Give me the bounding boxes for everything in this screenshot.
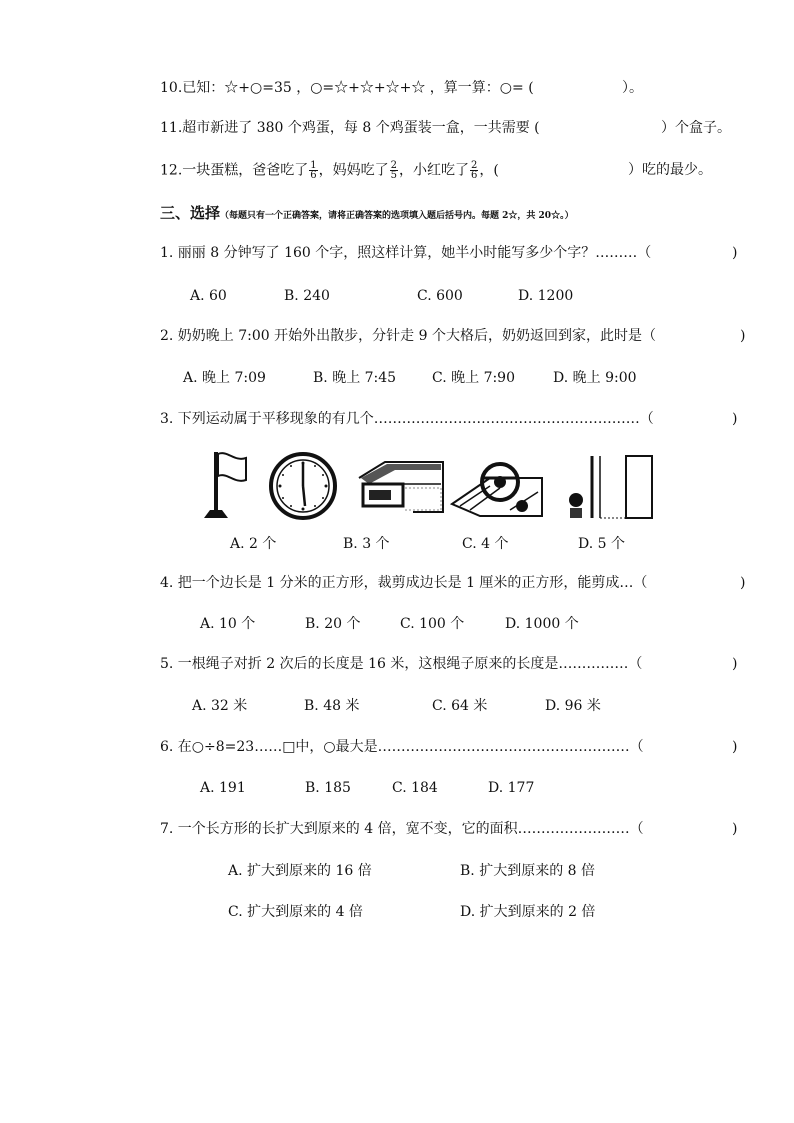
option: A. 2 个 xyxy=(230,536,277,552)
flag-icon xyxy=(200,448,250,522)
question-stem: 4. 把一个边长是 1 分米的正方形，裁剪成边长是 1 厘米的正方形，能剪成…（ xyxy=(160,575,648,591)
option: C. 184 xyxy=(392,780,438,796)
drawer-icon xyxy=(355,448,445,522)
option: A. 60 xyxy=(190,288,227,304)
option: B. 晚上 7:45 xyxy=(313,370,397,386)
answer-close-paren: ) xyxy=(732,821,738,837)
option: C. 64 米 xyxy=(432,698,488,714)
option: D. 1200 xyxy=(518,288,574,304)
section-header xyxy=(160,204,574,225)
option: B. 20 个 xyxy=(305,616,361,632)
fill-question-10: 10.已知：☆+○=35 ，○=☆+☆+☆+☆ ，算一算：○= ( xyxy=(160,80,534,96)
answer-close-paren: ) xyxy=(732,739,738,755)
option: C. 4 个 xyxy=(462,536,509,552)
answer-close-paren: ）个盒子。 xyxy=(661,120,731,136)
option: D. 5 个 xyxy=(578,536,625,552)
option: C. 晚上 7:90 xyxy=(432,370,516,386)
clock-icon xyxy=(268,448,338,522)
question-stem: 1. 丽丽 8 分钟写了 160 个字，照这样计算，她半小时能写多少个字？………（ xyxy=(160,245,652,261)
question-stem: 6. 在○÷8=23……□中，○最大是………………………………………………（ xyxy=(160,739,644,755)
section-note: （每题只有一个正确答案，请将正确答案的选项填入题后括号内。每题 2☆，共 20☆。） xyxy=(220,211,574,221)
option: D. 1000 个 xyxy=(505,616,579,632)
question-stem: 7. 一个长方形的长扩大到原来的 4 倍，宽不变，它的面积……………………（ xyxy=(160,821,644,837)
fill-question-11: 11.超市新进了 380 个鸡蛋，每 8 个鸡蛋装一盒，一共需要 ( xyxy=(160,120,540,136)
option: C. 600 xyxy=(417,288,463,304)
option: B. 48 米 xyxy=(304,698,360,714)
question-stem: 3. 下列运动属于平移现象的有几个…………………………………………………（ xyxy=(160,411,654,427)
fraction: $\frac{2}{5}$ xyxy=(390,160,398,181)
option: D. 晚上 9:00 xyxy=(553,370,637,386)
fraction: $\frac{2}{6}$ xyxy=(471,160,478,181)
option: A. 191 xyxy=(200,780,246,796)
option: D. 扩大到原来的 2 倍 xyxy=(460,904,596,920)
answer-close-paren: ) xyxy=(732,245,738,261)
sliding-door-icon xyxy=(560,448,660,522)
option: A. 晚上 7:09 xyxy=(183,370,266,386)
option: A. 32 米 xyxy=(192,698,248,714)
option: B. 240 xyxy=(284,288,330,304)
option: A. 扩大到原来的 16 倍 xyxy=(228,863,372,879)
option: D. 177 xyxy=(488,780,535,796)
question-stem: 5. 一根绳子对折 2 次后的长度是 16 米，这根绳子原来的长度是……………（ xyxy=(160,656,643,672)
answer-close-paren: ) xyxy=(732,411,738,427)
option: B. 3 个 xyxy=(343,536,390,552)
answer-close-paren: ）吃的最少。 xyxy=(628,162,712,178)
section-title: 三、选择 xyxy=(160,204,221,222)
option: C. 扩大到原来的 4 倍 xyxy=(228,904,363,920)
answer-close-paren: ) xyxy=(732,656,738,672)
fraction: $\frac{1}{6}$ xyxy=(310,160,317,181)
option: B. 185 xyxy=(305,780,351,796)
answer-close-paren: ）。 xyxy=(622,80,643,96)
fill-question-12: 12.一块蛋糕，爸爸吃了 $\frac{1}{6}$ ，妈妈吃了 $\frac{2}{5}$ ，小红吃了 $\frac{2}{6}$ ，( xyxy=(160,160,499,181)
option: C. 100 个 xyxy=(400,616,465,632)
question-stem: 2. 奶奶晚上 7:00 开始外出散步，分针走 9 个大格后，奶奶返回到家，此时是（ xyxy=(160,328,656,344)
option: D. 96 米 xyxy=(545,698,601,714)
steering-wheel-icon xyxy=(450,448,545,522)
answer-close-paren: ) xyxy=(740,328,746,344)
answer-close-paren: ) xyxy=(740,575,746,591)
option: B. 扩大到原来的 8 倍 xyxy=(460,863,595,879)
option: A. 10 个 xyxy=(200,616,256,632)
